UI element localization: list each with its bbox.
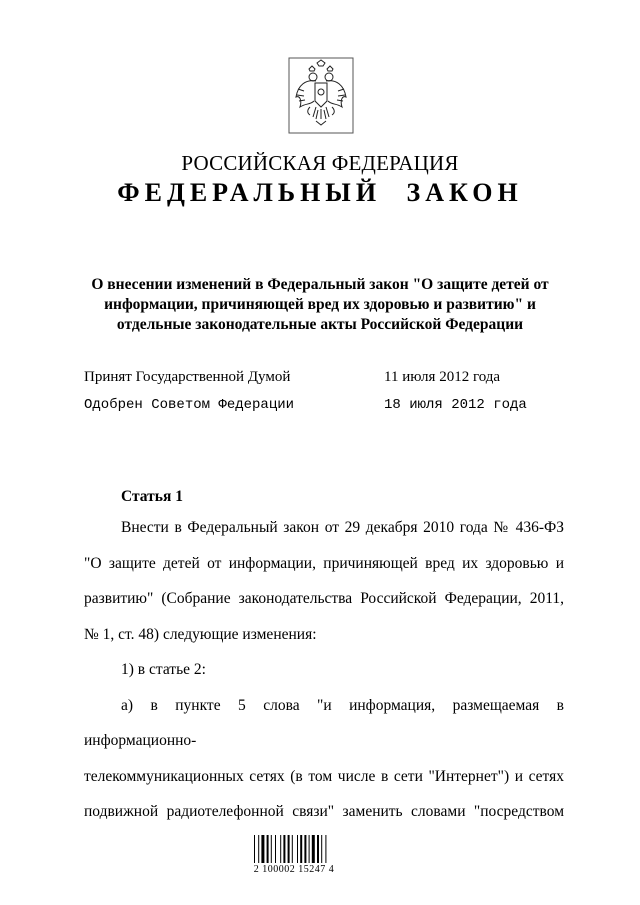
paragraph-line: "О защите детей от информации, причиняющей вред их здоровью и [84, 554, 564, 572]
country-name: РОССИЙСКАЯ ФЕДЕРАЦИЯ [181, 151, 459, 175]
paragraph-line: развитию" (Собрание законодательства Российской Федерации, 2011, [84, 590, 564, 607]
paragraph-line: № 1, ст. 48) следующие изменения: [84, 625, 317, 643]
article-heading: Статья 1 [121, 488, 183, 505]
law-title-line: отдельные законодательные акты Российской Федерации [116, 316, 524, 333]
law-title [88, 275, 552, 335]
law-title-line: информации, причиняющей вред их здоровью и развитию" и [104, 296, 536, 313]
coat-of-arms-icon [288, 57, 354, 134]
law-title-line: О внесении изменений в Федеральный закон "О защите детей от [91, 276, 549, 293]
paragraph-line: Внести в Федеральный закон от 29 декабря 2010 года № 436-ФЗ [121, 519, 564, 536]
paragraph-line: телекоммуникационных сетях (в том числе в сети "Интернет") и сетях [84, 767, 564, 785]
duma-adoption-date: 11 июля 2012 года [384, 369, 501, 385]
paragraph-line: а) в пункте 5 слова "и информация, размещаемая в информационно- [84, 696, 564, 749]
council-approval-label: Одобрен Советом Федерации [84, 397, 295, 413]
barcode-number: 2 100002 15247 4 [253, 864, 335, 875]
article-body [84, 510, 564, 830]
paragraph-line: подвижной радиотелефонной связи" заменить словами "посредством [84, 803, 564, 820]
council-approval-date: 18 июля 2012 года [384, 397, 527, 413]
duma-adoption-label: Принят Государственной Думой [84, 369, 291, 385]
paragraph-line: 1) в статье 2: [121, 661, 206, 678]
law-type-heading: ФЕДЕРАЛЬНЫЙ ЗАКОН [117, 178, 523, 207]
